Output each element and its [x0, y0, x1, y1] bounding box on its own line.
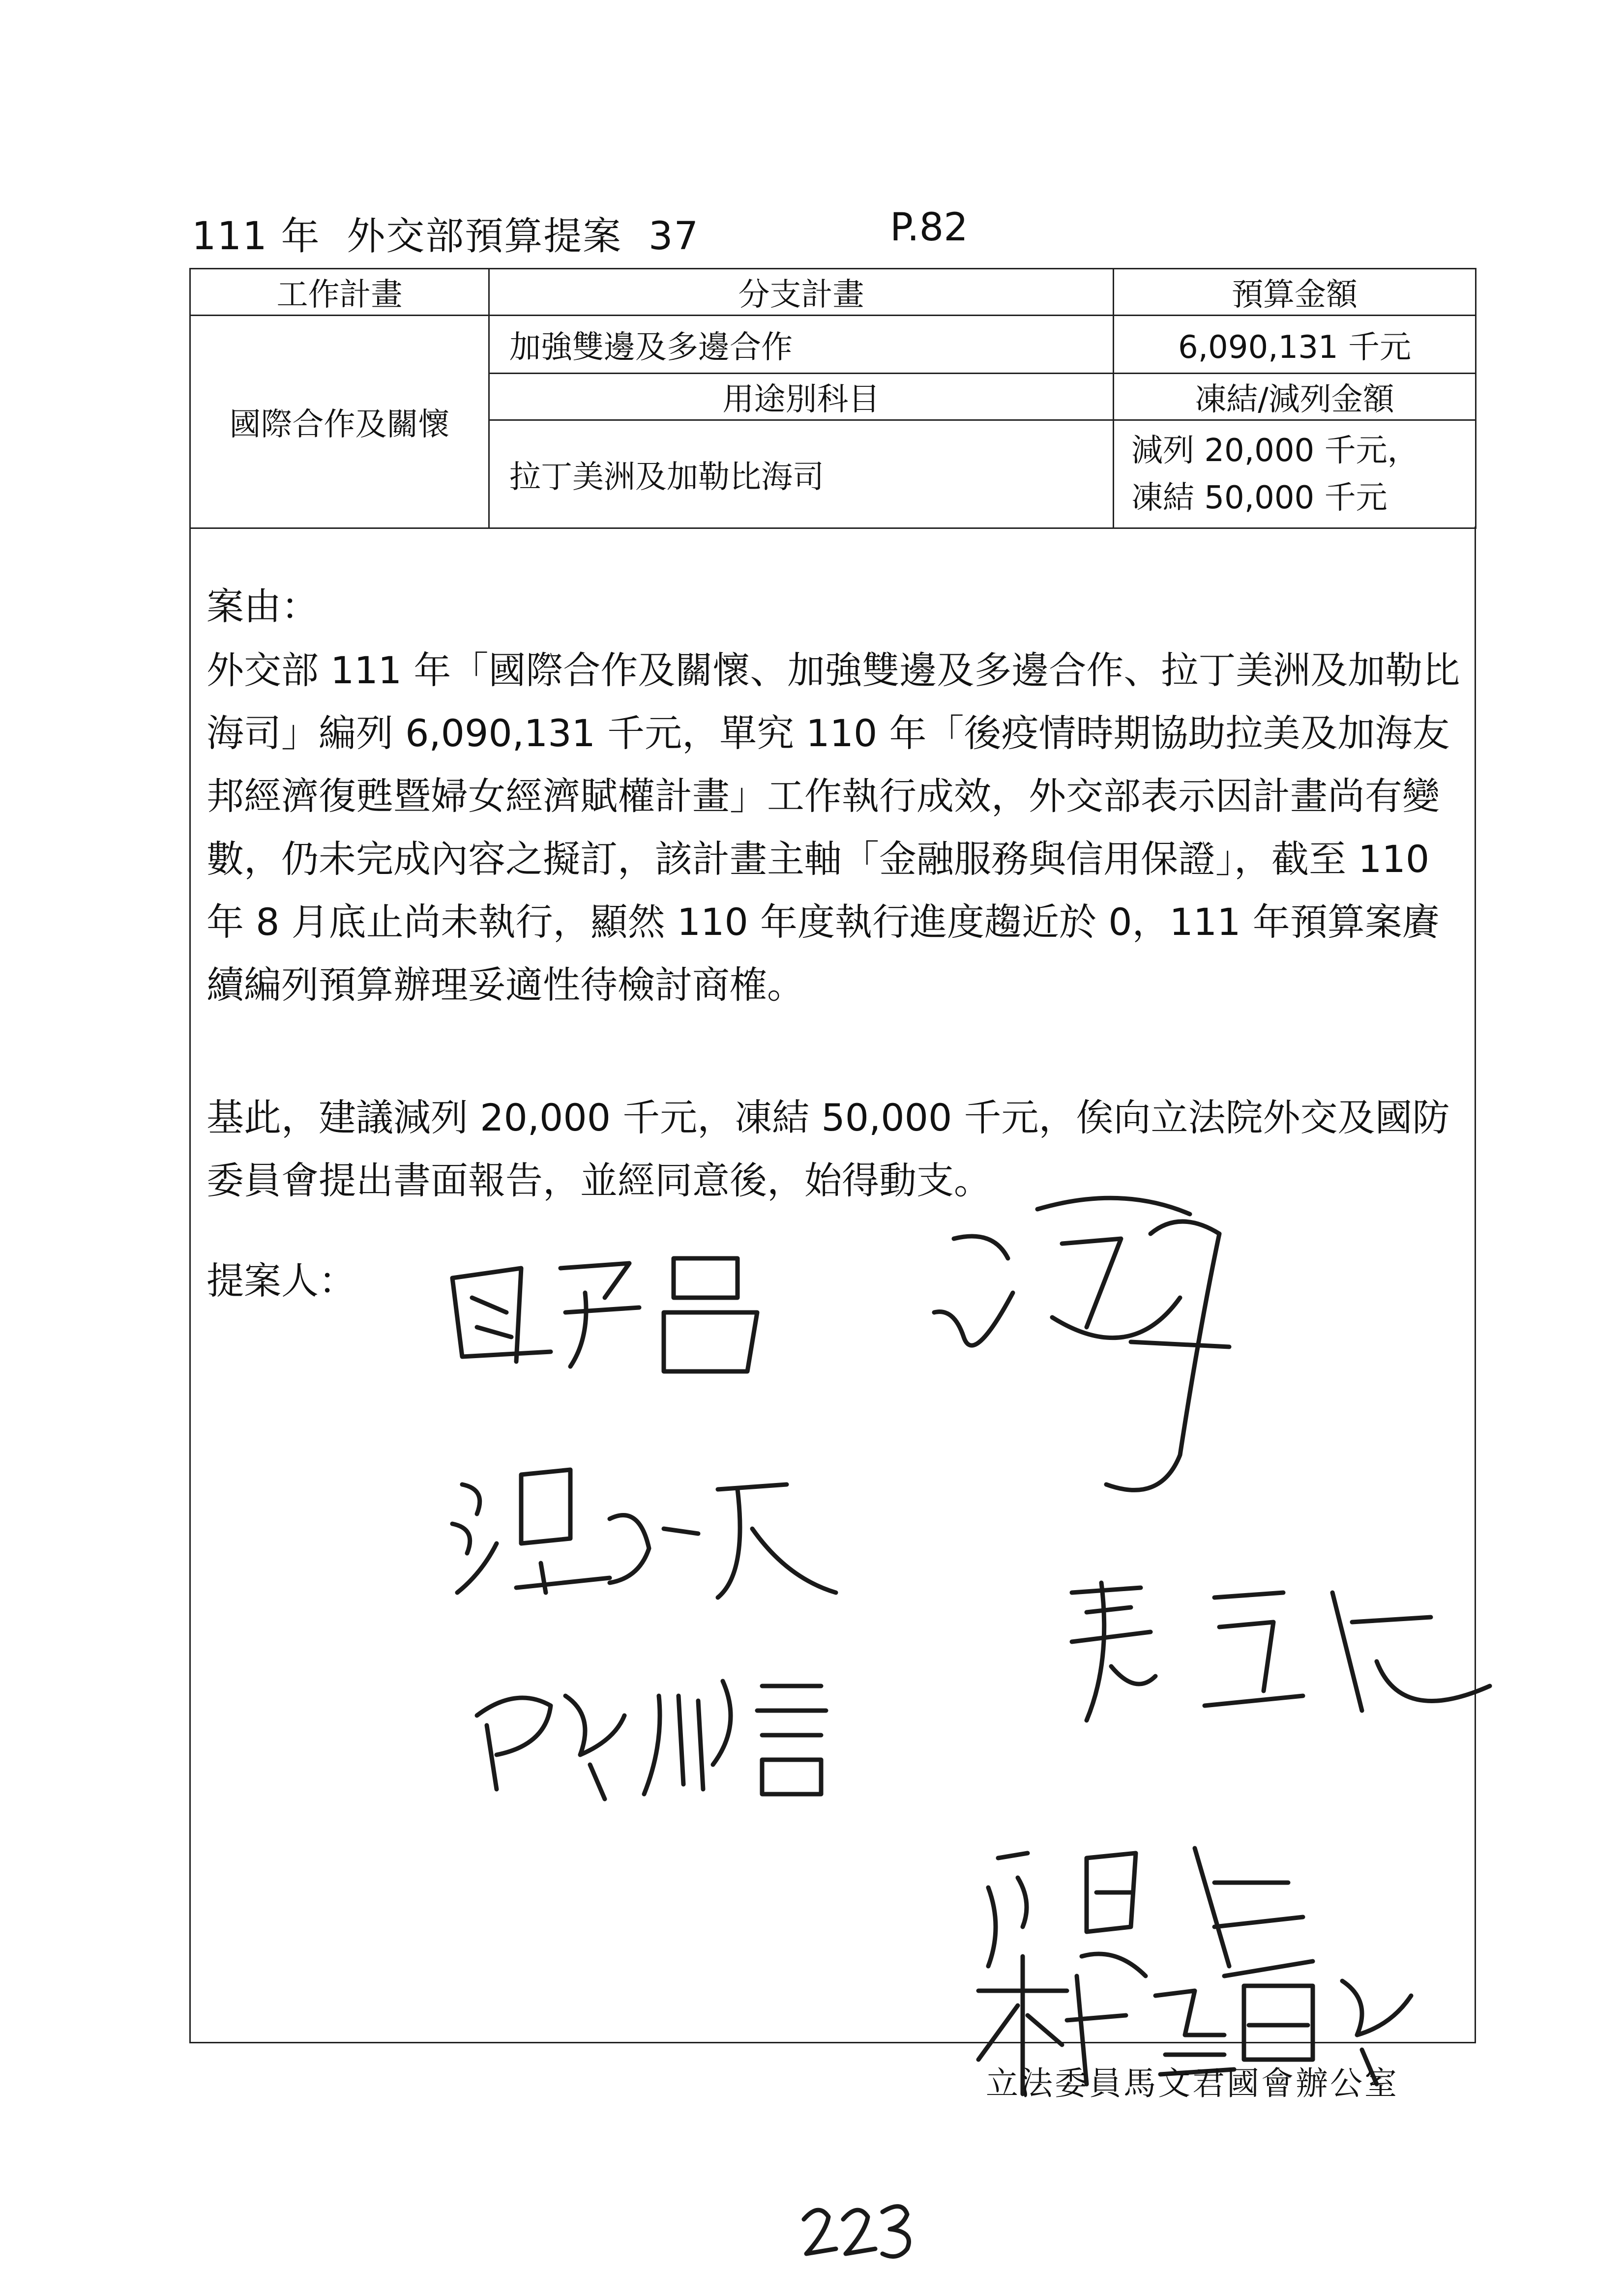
signature-5 [467, 1666, 875, 1804]
signature-4 [1057, 1563, 1500, 1750]
proposers-label: 提案人： [207, 1259, 356, 1303]
reason-label: 案由： [207, 584, 319, 628]
work-plan-cell: 國際合作及關懷 [190, 316, 489, 528]
document-title: 111 年 外交部預算提案 37 [192, 214, 700, 259]
cut-amount: 減列 20,000 千元， [1131, 432, 1419, 469]
budget-table [189, 268, 1476, 529]
header-work-plan: 工作計畫 [190, 269, 489, 316]
proposal-text: 基此，建議減列 20,000 千元，凍結 50,000 千元，俟向立法院外交及國防委員會提出書面報告，並經同意後，始得動支。 [207, 1096, 1450, 1202]
freeze-amount: 凍結 50,000 千元 [1131, 479, 1388, 516]
page-reference: P.82 [890, 205, 968, 250]
handwritten-page-number [797, 2192, 924, 2266]
header-budget-amount: 預算金額 [1114, 269, 1476, 316]
signature-3 [443, 1450, 846, 1612]
signature-2 [924, 1180, 1269, 1524]
freeze-cut-cell [1114, 420, 1476, 528]
office-name: 立法委員馬文君國會辦公室 [986, 2064, 1399, 2102]
usage-item-cell: 拉丁美洲及加勒比海司 [489, 420, 1114, 528]
branch-plan-cell: 加強雙邊及多邊合作 [489, 316, 1114, 374]
header-usage-item: 用途別科目 [489, 374, 1114, 420]
budget-amount-cell: 6,090,131 千元 [1114, 316, 1476, 374]
signature-1 [443, 1239, 797, 1396]
reason-text: 外交部 111 年「國際合作及關懷、加強雙邊及多邊合作、拉丁美洲及加勒比海司」編列 6,090,131 千元，單究 110 年「後疫情時期協助拉美及加海友邦經濟復甦暨婦女經濟賦權計畫」工作執行成效，外交部表示因計畫尚有變數，仍未完成內容之擬訂，該計畫主軸「金融服務與信用保證」，截至 110 年 8 月底止尚未執行，顯然 110 年度執行進度趨近於 0，111 年預算案賡續編列預算辦理妥適性待檢討商榷。 [207, 648, 1460, 1007]
header-branch-plan: 分支計畫 [489, 269, 1114, 316]
header-freeze-cut: 凍結/減列金額 [1114, 374, 1476, 420]
